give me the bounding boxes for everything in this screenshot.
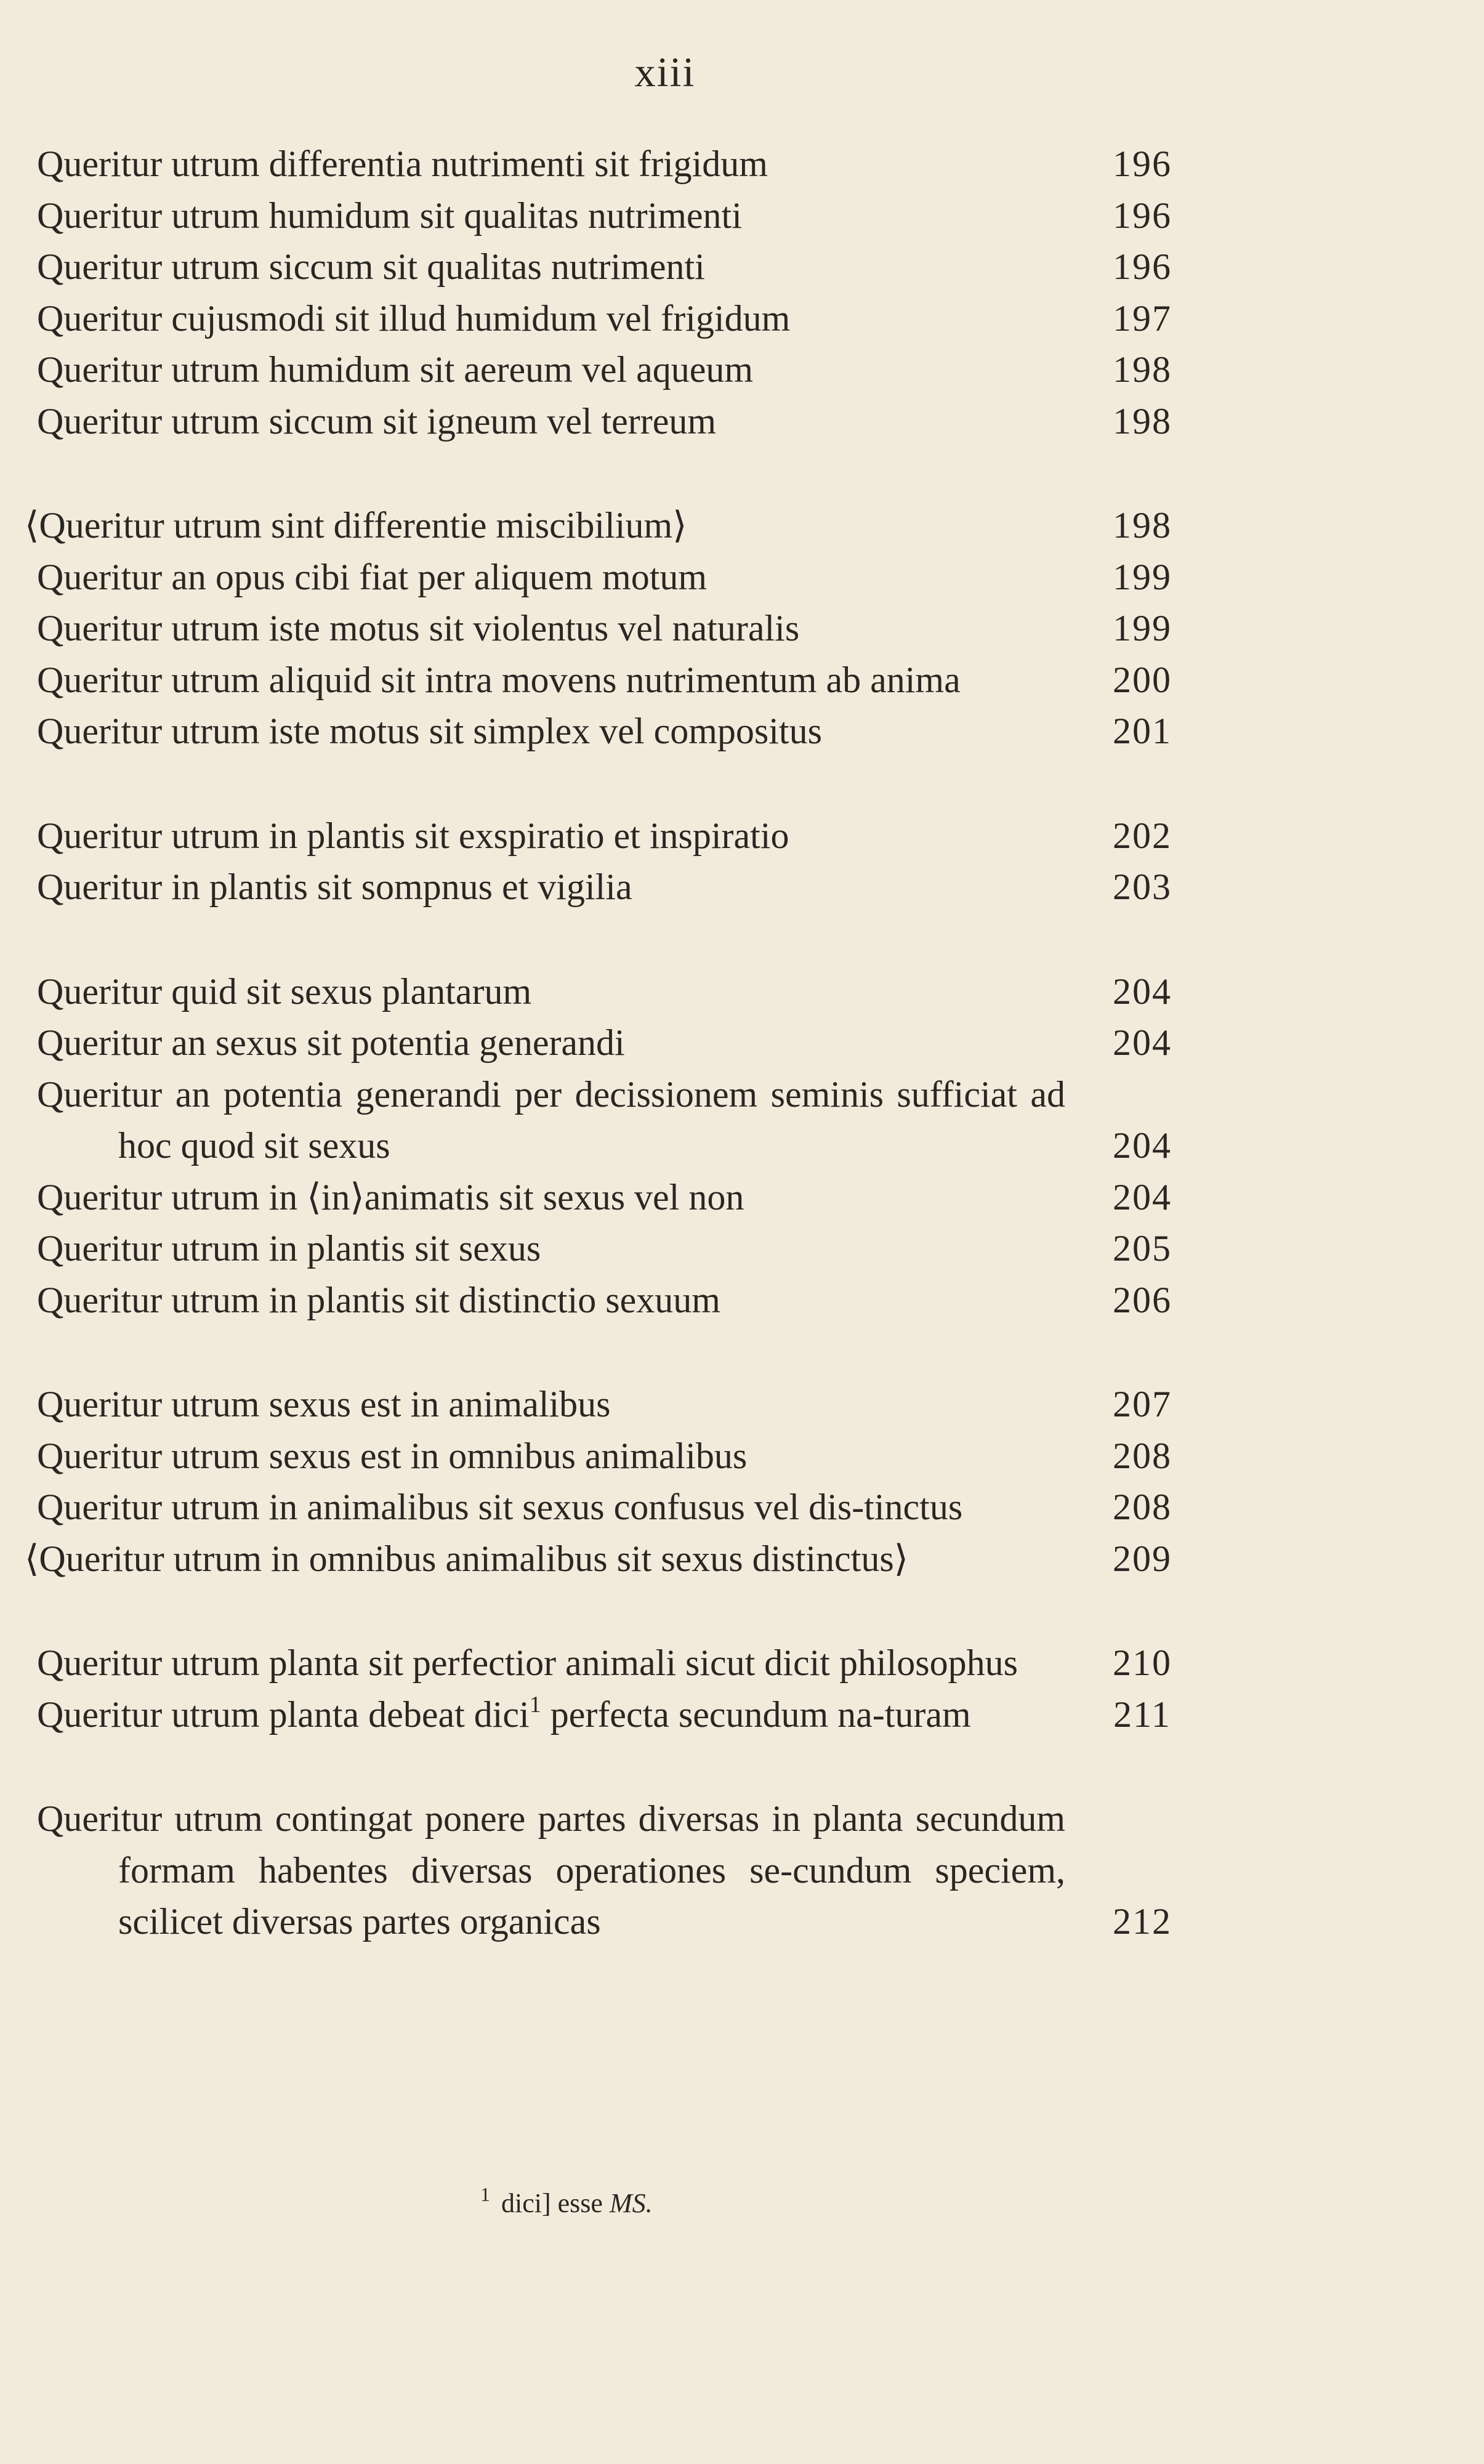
toc-entry-title: Queritur utrum humidum sit aereum vel aqueum (37, 349, 754, 390)
toc-entry-title: Queritur utrum humidum sit qualitas nutrimenti (37, 195, 742, 236)
toc-entry (37, 1069, 1207, 1172)
toc-entry (37, 810, 1207, 862)
toc-entry-page: 196 (1113, 143, 1172, 184)
toc-group (25, 500, 1207, 757)
toc-entry-title: ⟨Queritur utrum sint differentie miscibilium⟩ (25, 505, 687, 546)
toc-entry (37, 1172, 1207, 1224)
toc-entry-page: 208 (1113, 1487, 1172, 1527)
toc-entry-page: 206 (1113, 1279, 1172, 1320)
toc-entry-page: 205 (1113, 1228, 1172, 1269)
toc-entry (37, 1275, 1207, 1327)
toc-entry-page: 201 (1113, 711, 1172, 751)
footnote-mark: 1 (480, 2183, 490, 2205)
toc-entry-title: ⟨Queritur utrum in omnibus animalibus sit sexus distinctus⟩ (25, 1538, 909, 1579)
toc-entry (37, 966, 1207, 1018)
toc-entry-title: Queritur utrum in ⟨in⟩animatis sit sexus vel non (37, 1176, 744, 1218)
toc-entry (37, 190, 1207, 242)
toc-entry-title: Queritur utrum iste motus sit simplex vel compositus (37, 711, 822, 751)
toc-entry-title: Queritur utrum iste motus sit violentus vel naturalis (37, 608, 800, 648)
toc-entry-page: 204 (1113, 1022, 1172, 1063)
toc-entry-title: Queritur utrum siccum sit qualitas nutrimenti (37, 246, 705, 287)
toc-entry-title: Queritur an sexus sit potentia generandi (37, 1022, 625, 1063)
table-of-contents (25, 139, 1207, 2001)
toc-entry (37, 862, 1207, 913)
toc-entry (37, 1017, 1207, 1069)
toc-entry-title: Queritur utrum sexus est in omnibus animalibus (37, 1435, 748, 1476)
toc-entry (37, 1482, 1207, 1533)
toc-entry-page: 211 (1113, 1694, 1171, 1735)
toc-entry-title: Queritur an potentia generandi per decissionem seminis sufficiat ad hoc quod sit sexus (37, 1073, 1065, 1166)
toc-entry-page: 200 (1113, 659, 1172, 700)
toc-entry-title: Queritur utrum contingat ponere partes diversas in planta secundum formam habentes diversas operationes se-cundum speciem, scilicet diversas partes organicas (37, 1798, 1065, 1942)
toc-entry-title: Queritur utrum sexus est in animalibus (37, 1384, 611, 1424)
toc-entry-page: 210 (1113, 1642, 1172, 1683)
toc-entry-title-part: perfecta secundum na-turam (541, 1694, 971, 1735)
toc-group (37, 810, 1207, 913)
toc-entry (37, 396, 1207, 448)
footnote-text: dici] esse (501, 2188, 603, 2218)
toc-entry (37, 1379, 1207, 1431)
toc-entry-page: 196 (1113, 195, 1172, 236)
toc-entry-title: Queritur quid sit sexus plantarum (37, 971, 532, 1012)
toc-entry-title-part: Queritur utrum planta debeat dici (37, 1694, 530, 1735)
toc-entry-page: 209 (1113, 1538, 1172, 1579)
toc-group (37, 966, 1207, 1327)
toc-entry-title: Queritur utrum differentia nutrimenti sit frigidum (37, 143, 768, 184)
toc-entry (37, 1793, 1207, 1948)
toc-entry (37, 706, 1207, 757)
footnote-source: MS. (609, 2188, 653, 2218)
toc-group (37, 139, 1207, 447)
toc-entry (37, 241, 1207, 293)
toc-entry-title: Queritur utrum in animalibus sit sexus confusus vel dis-tinctus (37, 1487, 963, 1527)
toc-entry (37, 1689, 1207, 1741)
toc-entry (37, 1638, 1207, 1689)
toc-entry (37, 293, 1207, 345)
toc-entry (37, 655, 1207, 706)
toc-entry-title: Queritur utrum in plantis sit sexus (37, 1228, 541, 1269)
toc-entry-page: 198 (1113, 505, 1172, 546)
toc-entry (37, 1223, 1207, 1275)
toc-entry-title: Queritur utrum aliquid sit intra movens nutrimentum ab anima (37, 659, 961, 700)
toc-entry-title: Queritur an opus cibi fiat per aliquem motum (37, 556, 708, 597)
toc-entry-page: 212 (1113, 1901, 1172, 1942)
toc-entry (37, 552, 1207, 604)
toc-entry-page: 208 (1113, 1435, 1172, 1476)
toc-entry-page: 198 (1113, 400, 1172, 442)
toc-entry (37, 344, 1207, 396)
toc-entry-title: Queritur cujusmodi sit illud humidum vel frigidum (37, 297, 791, 339)
toc-entry-page: 199 (1113, 556, 1172, 597)
toc-entry-title: Queritur utrum in plantis sit distinctio sexuum (37, 1279, 720, 1320)
toc-group (25, 1379, 1207, 1585)
toc-entry-title (37, 1689, 1078, 1741)
toc-entry-page: 204 (1113, 971, 1172, 1012)
toc-entry-title: Queritur in plantis sit sompnus et vigilia (37, 866, 632, 907)
toc-entry (37, 603, 1207, 655)
toc-entry-page: 196 (1113, 246, 1172, 287)
toc-entry (25, 1533, 1207, 1585)
toc-entry-page: 204 (1113, 1125, 1172, 1166)
toc-entry (37, 1431, 1207, 1482)
footnote (480, 2183, 653, 2219)
toc-entry-page: 199 (1113, 608, 1172, 648)
toc-entry (25, 500, 1207, 552)
page-number: xiii (634, 49, 696, 95)
toc-entry-title: Queritur utrum in plantis sit exspiratio et inspiratio (37, 815, 789, 856)
toc-entry (37, 139, 1207, 190)
toc-group (37, 1638, 1207, 1740)
toc-entry-page: 203 (1113, 866, 1172, 907)
toc-entry-title: Queritur utrum planta sit perfectior animali sicut dicit philosophus (37, 1642, 1018, 1683)
toc-group (37, 1793, 1207, 1948)
toc-entry-page: 197 (1113, 297, 1172, 339)
toc-entry-page: 204 (1113, 1176, 1172, 1218)
toc-entry-page: 207 (1113, 1384, 1172, 1424)
footnote-reference: 1 (529, 1691, 541, 1718)
toc-entry-title: Queritur utrum siccum sit igneum vel terreum (37, 400, 717, 442)
toc-entry-page: 198 (1113, 349, 1172, 390)
toc-entry-page: 202 (1113, 815, 1172, 856)
